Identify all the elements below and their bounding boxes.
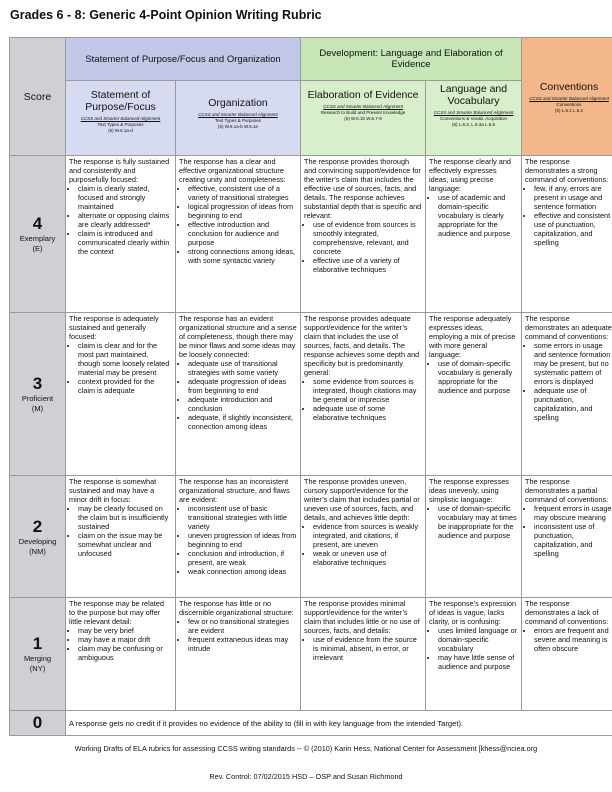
purpose-descriptor: The response is adequately sustained and generally focused: • claim is clear and for the most part maintained, though some loosely related material may be present • context provided for the claim is adequate [66,313,176,476]
score-cell: 0 [10,711,66,736]
footer-credit: Working Drafts of ELA rubrics for assessing CCSS writing standards -- © (2010) Karin Hess, National Center for Assessment [khess@nciea.org [74,744,538,753]
conventions-header: Conventions CCSS and Smarter Balanced Alignment Conventions (6) L.6.1 L.6.2 [522,38,612,156]
purpose-descriptor: The response is fully sustained and consistently and purposefully focused: • claim is clearly stated, focused and strongly maintained • alternate or opposing claims are clearly addressed* • claim is introduced and communicated clearly within the context [66,156,176,313]
language-descriptor: The response’s expression of ideas is vague, lacks clarity, or is confusing: • uses limited language or domain-specific vocabulary • may have little sense of audience and purpose [426,598,522,711]
conventions-descriptor: The response demonstrates an adequate command of conventions: • some errors in usage and sentence formation may be present, but no systematic pattern of errors is displayed • adequate use of punctuation, capitalization, and spelling [522,313,612,476]
conventions-descriptor: The response demonstrates a lack of command of conventions: • errors are frequent and severe and meaning is often obscure [522,598,612,711]
score-row-2 [10,476,612,598]
score-row-3 [10,313,612,476]
purpose-descriptor: The response may be related to the purpose but may offer little relevant detail: • may be very brief • may have a major drift • claim may be confusing or ambiguous [66,598,176,711]
purpose-header: Statement of Purpose/Focus CCSS and Smarter Balanced Alignment Text Types & Purposes (6) W.6.1a-d [66,81,176,156]
score-row-0 [10,711,612,736]
language-descriptor: The response adequately expresses ideas, employing a mix of precise with more general language: • use of domain-specific vocabulary is generally appropriate for the audience and purpose [426,313,522,476]
conventions-descriptor: The response demonstrates a partial command of conventions: • frequent errors in usage may obscure meaning • inconsistent use of punctuation, capitalization, and spelling [522,476,612,598]
score-cell: 2 Developing (NM) [10,476,66,598]
language-header: Language and Vocabulary CCSS and Smarter Balanced Alignment Conventions & Vocab. Acquisition (6) L.6.3, L.6.3a L.6.6 [426,81,522,156]
purpose-group-header: Statement of Purpose/Focus and Organization [66,38,301,81]
development-group-header: Development: Language and Elaboration of Evidence [301,38,522,81]
language-descriptor: The response clearly and effectively expresses ideas, using precise language: • use of academic and domain-specific vocabulary is clearly appropriate for the audience and purpose [426,156,522,313]
score-row-1 [10,598,612,711]
organization-descriptor: The response has little or no discernible organizational structure: • few or no transitional strategies are evident • frequent extraneous ideas may intrude [176,598,301,711]
score-cell: 4 Exemplary (E) [10,156,66,313]
elaboration-descriptor: The response provides uneven, cursory support/evidence for the writer’s claim that includes partial or uneven use of sources, facts, and details, and achieves little depth: • evidence from sources is weakly integrated, and citations, if present, are uneven • weak or uneven use of elaborative techniques [301,476,426,598]
conventions-descriptor: The response demonstrates a strong command of conventions: • few, if any, errors are present in usage and sentence formation • effective and consistent use of punctuation, capitalization, and spelling [522,156,612,313]
purpose-descriptor: The response is somewhat sustained and may have a minor drift in focus: • may be clearly focused on the claim but is insufficiently sustained • claim on the issue may be somewhat unclear and unfocused [66,476,176,598]
zero-descriptor: A response gets no credit if it provides no evidence of the ability to (fill in with key language from the intended Target). [66,711,612,736]
footer-revision: Rev. Control: 07/02/2015 HSD – OSP and Susan Richmond [209,772,403,781]
organization-descriptor: The response has a clear and effective organizational structure creating unity and completeness: • effective, consistent use of a variety of transitional strategies • logical progression of ideas from beginning to end • effective introduction and conclusion for audience and purpose • strong connections among ideas, with some syntactic variety [176,156,301,313]
elaboration-descriptor: The response provides adequate support/evidence for the writer’s claim that includes the use of sources, facts, and details. The response achieves some depth and specificity but is predominantly general: • some evidence from sources is integrated, though citations may be general or imprecise • adequate use of some elaborative techniques [301,313,426,476]
page-title: Grades 6 - 8: Generic 4-Point Opinion Writing Rubric [10,8,322,22]
elaboration-descriptor: The response provides thorough and convincing support/evidence for the writer’s claim that includes the effective use of sources, facts, and details. The response achieves substantial depth that is specific and relevant: • use of evidence from sources is smoothly integrated, comprehensive, relevant, and concrete • effective use of a variety of elaborative techniques [301,156,426,313]
organization-descriptor: The response has an inconsistent organizational structure, and flaws are evident: • inconsistent use of basic transitional strategies with little variety • uneven progression of ideas from beginning to end • conclusion and introduction, if present, are weak • weak connection among ideas [176,476,301,598]
score-row-4 [10,156,612,313]
score-cell: 3 Proficient (M) [10,313,66,476]
score-header: Score [10,38,66,156]
header-group-row [10,38,612,81]
organization-descriptor: The response has an evident organizational structure and a sense of completeness, though there may be minor flaws and some ideas may be loosely connected: • adequate use of transitional strategies with some variety • adequate progression of ideas from beginning to end • adequate introduction and conclusion • adequate, if slightly inconsistent, connection among ideas [176,313,301,476]
score-cell: 1 Merging (NY) [10,598,66,711]
elaboration-header: Elaboration of Evidence CCSS and Smarter Balanced Alignment Research to Build and Present Knowledge (6) W.6.1b W.6.7-9 [301,81,426,156]
rubric-table [9,37,612,736]
organization-header: Organization CCSS and Smarter Balanced Alignment Text Types & Purposes (6) W.6.1a-b W.6.1e [176,81,301,156]
language-descriptor: The response expresses ideas unevenly, using simplistic language: • use of domain-specific vocabulary may at times be inappropriate for the audience and purpose [426,476,522,598]
elaboration-descriptor: The response provides minimal support/evidence for the writer’s claim that includes little or no use of sources, facts, and details: • use of evidence from the source is minimal, absent, in error, or irrelevant [301,598,426,711]
